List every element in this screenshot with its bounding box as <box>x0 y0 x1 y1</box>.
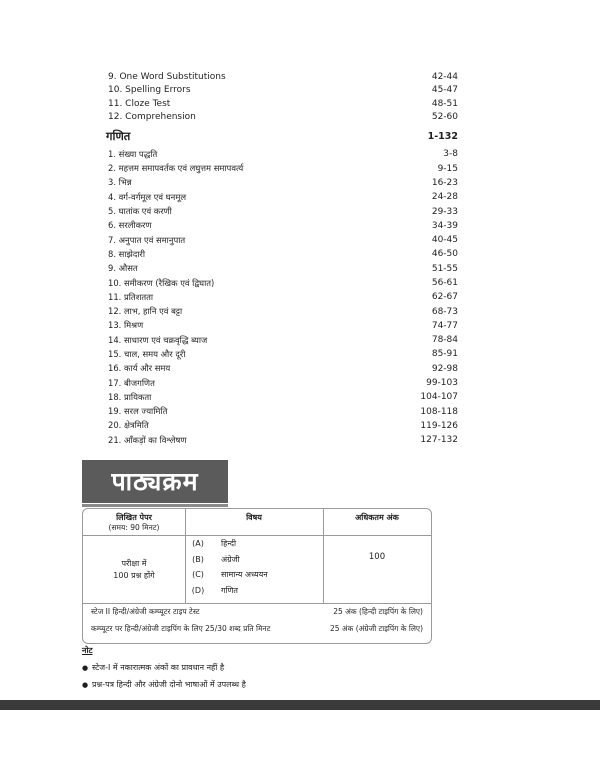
option-subject: हिन्दी <box>221 539 237 549</box>
toc-topic: 16. कार्य और समय <box>108 363 171 374</box>
toc-row <box>108 304 458 318</box>
option-subject: सामान्य अध्ययन <box>221 570 268 580</box>
stage2-hindi-marks: 25 अंक (हिन्दी टाइपिंग के लिए) <box>333 607 423 616</box>
toc-row <box>108 111 458 124</box>
table-header <box>83 509 431 536</box>
toc-row <box>108 98 458 111</box>
toc-row <box>108 362 458 376</box>
toc-page-range: 62-67 <box>431 292 458 303</box>
toc-page-range: 92-98 <box>431 363 458 374</box>
toc-topic: 6. सरलीकरण <box>108 220 152 231</box>
toc-page-range: 34-39 <box>431 220 458 231</box>
toc-row <box>108 233 458 247</box>
toc-row <box>108 84 458 97</box>
toc-page-range: 42-44 <box>431 72 458 83</box>
toc-page-range: 45-47 <box>431 85 458 96</box>
exam-description <box>83 558 185 582</box>
note-section <box>82 645 382 693</box>
toc-topic: 19. सरल ज्यामिति <box>108 406 168 417</box>
toc-row <box>108 333 458 347</box>
note-text: स्टेज-I में नकारात्मक अंकों का प्रावधान नहीं है <box>92 663 225 672</box>
option-letter: (B) <box>192 554 204 564</box>
toc-page-range: 46-50 <box>431 249 458 260</box>
toc-row <box>108 319 458 333</box>
syllabus-table <box>82 508 432 644</box>
toc-page-range: 24-28 <box>431 192 458 203</box>
toc-row <box>108 71 458 84</box>
toc-row <box>108 419 458 433</box>
toc-page-range: 104-107 <box>420 392 458 403</box>
subject-option <box>185 552 323 568</box>
toc-row <box>108 204 458 218</box>
option-letter: (A) <box>192 539 204 549</box>
subject-option <box>185 536 323 552</box>
toc-row <box>108 405 458 419</box>
exam-line: 100 प्रश्न होंगे <box>113 571 155 580</box>
math-section-heading <box>108 127 458 145</box>
toc-topic: 9. One Word Substitutions <box>108 72 226 83</box>
note-item <box>82 676 382 693</box>
toc-topic: 21. आँकड़ों का विश्लेषण <box>108 434 187 445</box>
toc-row <box>108 161 458 175</box>
toc-topic: 9. औसत <box>108 263 138 274</box>
footer-bar <box>0 700 600 710</box>
header-paper: लिखित पेपर <box>116 513 152 522</box>
toc-topic: 18. प्रायिकता <box>108 391 152 402</box>
toc-topic: 13. मिश्रण <box>108 320 144 331</box>
toc-page-range: 51-55 <box>431 263 458 274</box>
note-heading: नोट <box>82 646 93 655</box>
toc-row <box>108 219 458 233</box>
toc-page-range: 56-61 <box>431 278 458 288</box>
section-title: गणित <box>106 128 131 143</box>
toc-page-range: 78-84 <box>431 335 458 346</box>
toc-topic: 1. संख्या पद्धति <box>108 148 158 159</box>
toc-page-range: 127-132 <box>420 435 458 446</box>
table-of-contents <box>108 71 458 447</box>
bullet-icon: ● <box>82 663 89 672</box>
toc-topic: 3. भिन्न <box>108 177 132 188</box>
toc-page-range: 52-60 <box>431 112 458 123</box>
option-letter: (C) <box>192 570 204 580</box>
exam-line: परीक्षा में <box>121 559 147 568</box>
subject-option <box>185 567 323 583</box>
stage2-description: स्टेज II हिन्दी/अंग्रेजी कम्प्यूटर टाइप टेस्ट <box>91 607 200 616</box>
toc-topic: 11. प्रतिशतता <box>108 291 154 302</box>
toc-topic: 5. घातांक एवं करणी <box>108 206 172 217</box>
toc-topic: 12. लाभ, हानि एवं बट्टा <box>108 306 183 317</box>
option-subject: गणित <box>221 585 238 595</box>
toc-topic: 10. समीकरण (रैखिक एवं द्विघात) <box>108 277 215 288</box>
toc-topic: 2. महत्तम समापवर्तक एवं लघुत्तम समापवर्त्य <box>108 163 244 174</box>
toc-topic: 20. क्षेत्रमिति <box>108 420 149 431</box>
option-letter: (D) <box>191 585 205 595</box>
toc-row <box>108 247 458 261</box>
note-item <box>82 659 382 676</box>
toc-row <box>108 176 458 190</box>
toc-page-range: 119-126 <box>420 420 458 431</box>
toc-topic: 10. Spelling Errors <box>108 85 191 96</box>
toc-page-range: 3-8 <box>443 149 458 160</box>
toc-row <box>108 376 458 390</box>
toc-page-range: 74-77 <box>431 320 458 331</box>
toc-page-range: 9-15 <box>437 163 458 174</box>
toc-topic: 17. बीजगणित <box>108 377 155 388</box>
section-page-range: 1-132 <box>427 130 458 142</box>
option-subject: अंग्रेजी <box>221 554 240 564</box>
exam-row <box>83 536 431 602</box>
subject-options <box>185 536 323 598</box>
note-list <box>82 659 382 693</box>
english-topic-list <box>108 71 458 124</box>
toc-row <box>108 190 458 204</box>
toc-row <box>108 262 458 276</box>
toc-topic: 11. Cloze Test <box>108 98 171 109</box>
toc-row <box>108 147 458 161</box>
bullet-icon: ● <box>82 680 89 689</box>
toc-topic: 15. चाल, समय और दूरी <box>108 348 186 359</box>
note-text: प्रश्न-पत्र हिन्दी और अंग्रेजी दोनो भाषाओं में उपलब्ध है <box>92 680 246 689</box>
header-max-marks: अधिकतम अंक <box>355 513 399 522</box>
math-topic-list <box>108 147 458 447</box>
syllabus-title: पाठ्यक्रम <box>111 467 199 496</box>
banner-underline <box>82 504 228 507</box>
subject-option <box>185 583 323 599</box>
toc-topic: 8. साझेदारी <box>108 248 146 259</box>
toc-row <box>108 347 458 361</box>
typing-speed-description: कम्प्यूटर पर हिन्दी/अंग्रेजी टाइपिंग के लिए 25/30 शब्द प्रति मिनट <box>91 624 271 633</box>
toc-topic: 12. Comprehension <box>108 112 196 123</box>
toc-page-range: 48-51 <box>431 98 458 109</box>
toc-topic: 4. वर्ग-वर्गमूल एवं घनमूल <box>108 191 187 202</box>
header-time: (समय: 90 मिनट) <box>108 523 160 532</box>
toc-page-range: 40-45 <box>431 235 458 246</box>
toc-row <box>108 290 458 304</box>
toc-page-range: 99-103 <box>426 378 458 389</box>
header-subject: विषय <box>246 513 262 522</box>
toc-row <box>108 276 458 290</box>
stage2-english-marks: 25 अंक (अंग्रेजी टाइपिंग के लिए) <box>329 624 423 633</box>
stage2-rows <box>83 604 431 642</box>
toc-page-range: 85-91 <box>431 349 458 360</box>
toc-page-range: 16-23 <box>431 177 458 188</box>
toc-topic: 14. साधारण एवं चक्रवृद्धि ब्याज <box>108 334 208 345</box>
toc-page-range: 68-73 <box>431 306 458 317</box>
toc-row <box>108 433 458 447</box>
toc-page-range: 29-33 <box>431 206 458 217</box>
syllabus-banner <box>82 460 228 503</box>
toc-row <box>108 390 458 404</box>
max-marks-value: 100 <box>368 552 386 562</box>
toc-page-range: 108-118 <box>420 406 458 417</box>
toc-topic: 7. अनुपात एवं समानुपात <box>108 234 186 245</box>
